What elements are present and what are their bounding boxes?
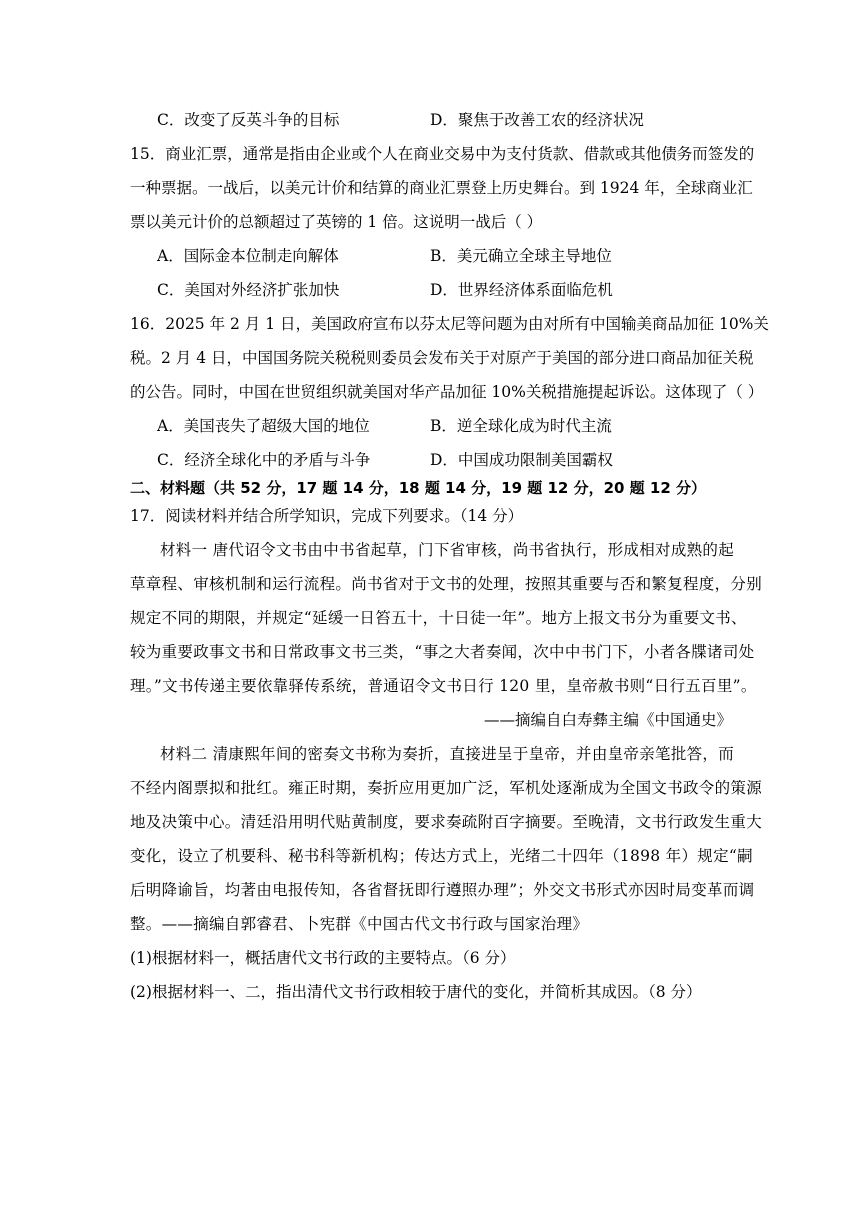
q15-option-a: A．国际金本位制走向解体 — [157, 247, 339, 265]
q15-stem-line-3: 票以美元计价的总额超过了英镑的 1 倍。这说明一战后（ ） — [130, 213, 543, 231]
material-1-line-1: 材料一 唐代诏令文书由中书省起草，门下省审核，尚书省执行，形成相对成熟的起 — [160, 541, 735, 559]
material-1-line-3: 规定不同的期限，并规定“延缓一日笞五十，十日徒一年”。地方上报文书分为重要文书、 — [130, 609, 747, 627]
material-2-line-1: 材料二 清康熙年间的密奏文书称为奏折，直接进呈于皇帝，并由皇帝亲笔批答，而 — [160, 745, 735, 763]
q16-stem-line-3: 的公告。同时，中国在世贸组织就美国对华产品加征 10%关税措施提起诉讼。这体现了（ ） — [130, 383, 764, 401]
q17-question-2: (2)根据材料一、二，指出清代文书行政相较于唐代的变化，并简析其成因。（8 分） — [130, 983, 702, 1001]
q15-option-d: D．世界经济体系面临危机 — [430, 281, 613, 299]
section-heading: 二、材料题（共 52 分，17 题 14 分，18 题 14 分，19 题 12 分，20 题 12 分） — [130, 479, 706, 497]
q14-option-d: D．聚焦于改善工农的经济状况 — [430, 111, 644, 129]
q17-question-1: (1)根据材料一，概括唐代文书行政的主要特点。（6 分） — [130, 949, 516, 967]
q16-stem-line-1: 16．2025 年 2 月 1 日，美国政府宣布以芬太尼等问题为由对所有中国输美商品加征 10%关 — [130, 315, 769, 333]
material-2-line-2: 不经内阁票拟和批红。雍正时期，奏折应用更加广泛，军机处逐渐成为全国文书政令的策源 — [130, 779, 763, 797]
q16-option-c: C．经济全球化中的矛盾与斗争 — [157, 451, 371, 469]
q15-option-b: B．美元确立全球主导地位 — [430, 247, 612, 265]
material-2-line-3: 地及决策中心。清廷沿用明代贴黄制度，要求奏疏附百字摘要。至晚清，文书行政发生重大 — [130, 813, 763, 831]
material-2-line-6: 整。——摘编自郭睿君、卜宪群《中国古代文书行政与国家治理》 — [130, 915, 589, 933]
material-1-line-4: 较为重要政事文书和日常政事文书三类，“事之大者奏闻，次中中书门下，小者各牒诸司处 — [130, 643, 755, 661]
q16-option-b: B．逆全球化成为时代主流 — [430, 417, 612, 435]
q15-stem-line-1: 15．商业汇票，通常是指由企业或个人在商业交易中为支付货款、借款或其他债务而签发的 — [130, 145, 755, 163]
q16-stem-line-2: 税。2 月 4 日，中国国务院关税税则委员会发布关于对原产于美国的部分进口商品加征关税 — [130, 349, 754, 367]
q16-option-d: D．中国成功限制美国霸权 — [430, 451, 613, 469]
q16-option-a: A．美国丧失了超级大国的地位 — [157, 417, 370, 435]
q15-stem-line-2: 一种票据。一战后，以美元计价和结算的商业汇票登上历史舞台。到 1924 年，全球商业汇 — [130, 179, 753, 197]
material-1-line-2: 草章程、审核机制和运行流程。尚书省对于文书的处理，按照其重要与否和繁复程度，分别 — [130, 575, 763, 593]
q17-intro: 17．阅读材料并结合所学知识，完成下列要求。（14 分） — [130, 507, 524, 525]
material-1-source: ——摘编自白寿彝主编《中国通史》 — [483, 711, 732, 729]
q14-option-c: C．改变了反英斗争的目标 — [157, 111, 340, 129]
q15-option-c: C．美国对外经济扩张加快 — [157, 281, 340, 299]
material-2-line-5: 后明降谕旨，均著由电报传知，各省督抚即行遵照办理”；外交文书形式亦因时局变革而调 — [130, 881, 755, 899]
material-2-line-4: 变化，设立了机要科、秘书科等新机构；传达方式上，光绪二十四年（1898 年）规定“嗣 — [130, 847, 753, 865]
material-1-line-5: 理。”文书传递主要依靠驿传系统，普通诏令文书日行 120 里，皇帝赦书则“日行五百里”。 — [130, 677, 757, 695]
